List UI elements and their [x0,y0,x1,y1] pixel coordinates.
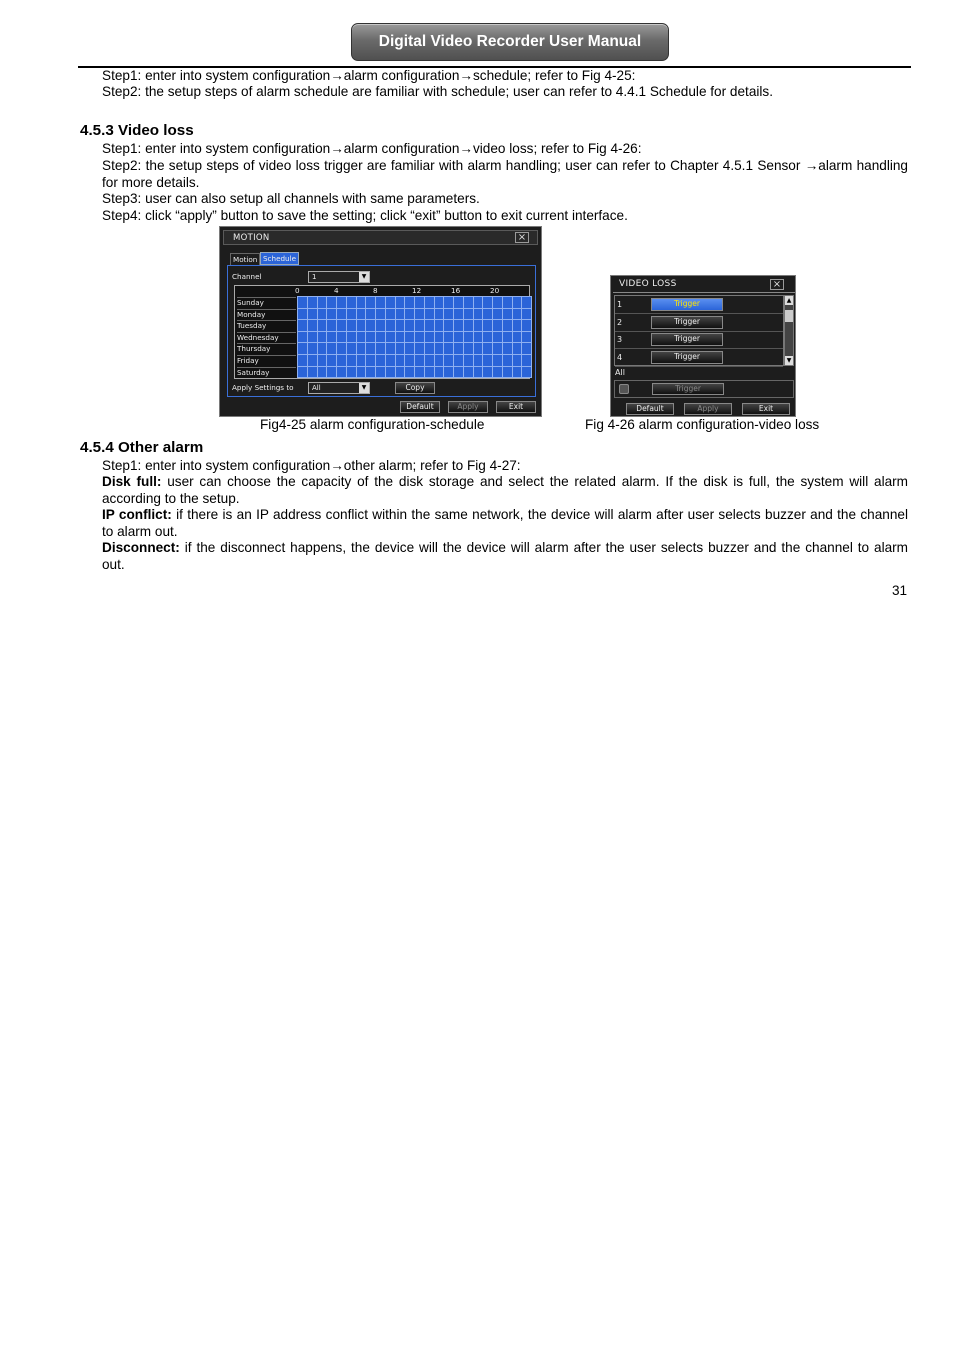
tab-motion[interactable]: Motion [230,253,260,266]
day-label: Friday [237,355,296,365]
schedule-cell[interactable] [521,366,532,379]
exit-button[interactable]: Exit [742,403,790,415]
disconnect-label: Disconnect: [102,540,180,555]
motion-schedule-dialog [219,226,542,417]
channel-value: 1 [312,273,317,281]
disk-full-text: user can choose the capacity of the disk storage and select the related alarm. If the disk is full, the system will alarm according to the setup. [102,474,908,506]
scroll-down-icon[interactable]: ▼ [786,357,792,364]
trigger-button[interactable]: Trigger [651,351,723,364]
ip-conflict-text: if there is an IP address conflict within the same network, the device will alarm after user selects buzzer and the channel to alarm out. [102,507,908,539]
channel-select[interactable] [308,271,370,283]
disk-full-label: Disk full: [102,474,162,489]
page-number: 31 [892,583,908,598]
video-loss-step3: Step3: user can also setup all channels with same parameters. [102,191,480,206]
channel-label: Channel [232,272,262,281]
schedule-panel [227,265,536,397]
disk-full-paragraph [102,474,908,508]
chevron-down-icon: ▼ [359,383,369,393]
caption-fig-4-25: Fig4-25 alarm configuration-schedule [260,417,485,432]
manual-title-badge: Digital Video Recorder User Manual [351,23,669,61]
day-label: Tuesday [237,320,296,330]
dialog-title: VIDEO LOSS [619,279,677,289]
close-icon[interactable]: × [515,232,529,243]
hour-tick-label: 8 [373,286,378,295]
channel-number: 2 [617,317,623,327]
all-checkbox[interactable] [619,384,629,394]
heading-other-alarm: 4.5.4 Other alarm [80,439,204,456]
channel-list [614,295,784,366]
hour-tick-label: 12 [412,286,422,295]
day-label: Saturday [237,367,296,377]
hour-tick-label: 16 [451,286,461,295]
video-loss-step2: Step2: the setup steps of video loss trigger are familiar with alarm handling; user can refer to Chapter 4.5.1 Sensor →alarm handling for more details. [102,158,908,190]
title-divider [613,292,795,293]
day-label: Wednesday [237,332,296,342]
ip-conflict-label: IP conflict: [102,507,172,522]
intro-step1: Step1: enter into system configuration→alarm configuration→schedule; refer to Fig 4-25: [102,68,636,83]
day-label: Monday [237,309,296,319]
video-loss-step4: Step4: click “apply” button to save the setting; click “exit” button to exit current interface. [102,208,628,223]
dialog-title: MOTION [233,233,270,243]
day-label: Thursday [237,343,296,353]
apply-button[interactable]: Apply [684,403,732,415]
hour-tick-label: 0 [295,286,300,295]
all-row [614,380,794,398]
caption-fig-4-26: Fig 4-26 alarm configuration-video loss [585,417,820,432]
ip-conflict-paragraph [102,507,908,541]
disconnect-paragraph [102,540,908,574]
trigger-button[interactable]: Trigger [651,333,723,346]
channel-row [615,314,783,332]
hour-tick-label: 4 [334,286,339,295]
scroll-up-icon[interactable]: ▲ [786,297,792,304]
disconnect-text: if the disconnect happens, the device will the device will alarm after the user selects buzzer and the channel to alarm out. [102,540,908,572]
copy-button[interactable]: Copy [395,382,435,394]
video-loss-step1: Step1: enter into system configuration→alarm configuration→video loss; refer to Fig 4-26: [102,141,642,156]
channel-number: 1 [617,300,623,309]
dialog-titlebar [223,230,538,245]
close-icon[interactable]: × [770,279,784,290]
scroll-thumb[interactable] [785,310,793,322]
heading-video-loss: 4.5.3 Video loss [80,122,194,139]
channel-row [615,349,783,367]
default-button[interactable]: Default [626,403,674,415]
tab-schedule[interactable]: Schedule [260,252,299,265]
channel-number: 3 [617,335,623,344]
intro-step2: Step2: the setup steps of alarm schedule are familiar with schedule; user can refer to 4.4.1 Schedule for details. [102,84,773,99]
all-trigger-button[interactable]: Trigger [652,383,724,395]
channel-row [615,331,783,349]
scrollbar[interactable] [784,295,794,366]
hour-tick-label: 20 [490,286,500,295]
schedule-table [234,285,530,379]
video-loss-dialog [610,275,796,417]
apply-settings-select[interactable] [308,382,370,394]
trigger-button[interactable]: Trigger [651,316,723,329]
apply-button[interactable]: Apply [448,401,488,413]
apply-settings-label: Apply Settings to [232,383,294,392]
channel-row [615,296,783,314]
exit-button[interactable]: Exit [496,401,536,413]
chevron-down-icon: ▼ [359,272,369,282]
other-alarm-step1: Step1: enter into system configuration→other alarm; refer to Fig 4-27: [102,458,521,473]
day-label: Sunday [237,297,296,307]
trigger-button[interactable]: Trigger [651,298,723,311]
all-label: All [615,368,625,377]
channel-number: 4 [617,352,623,362]
apply-settings-value: All [312,384,321,392]
default-button[interactable]: Default [400,401,440,413]
